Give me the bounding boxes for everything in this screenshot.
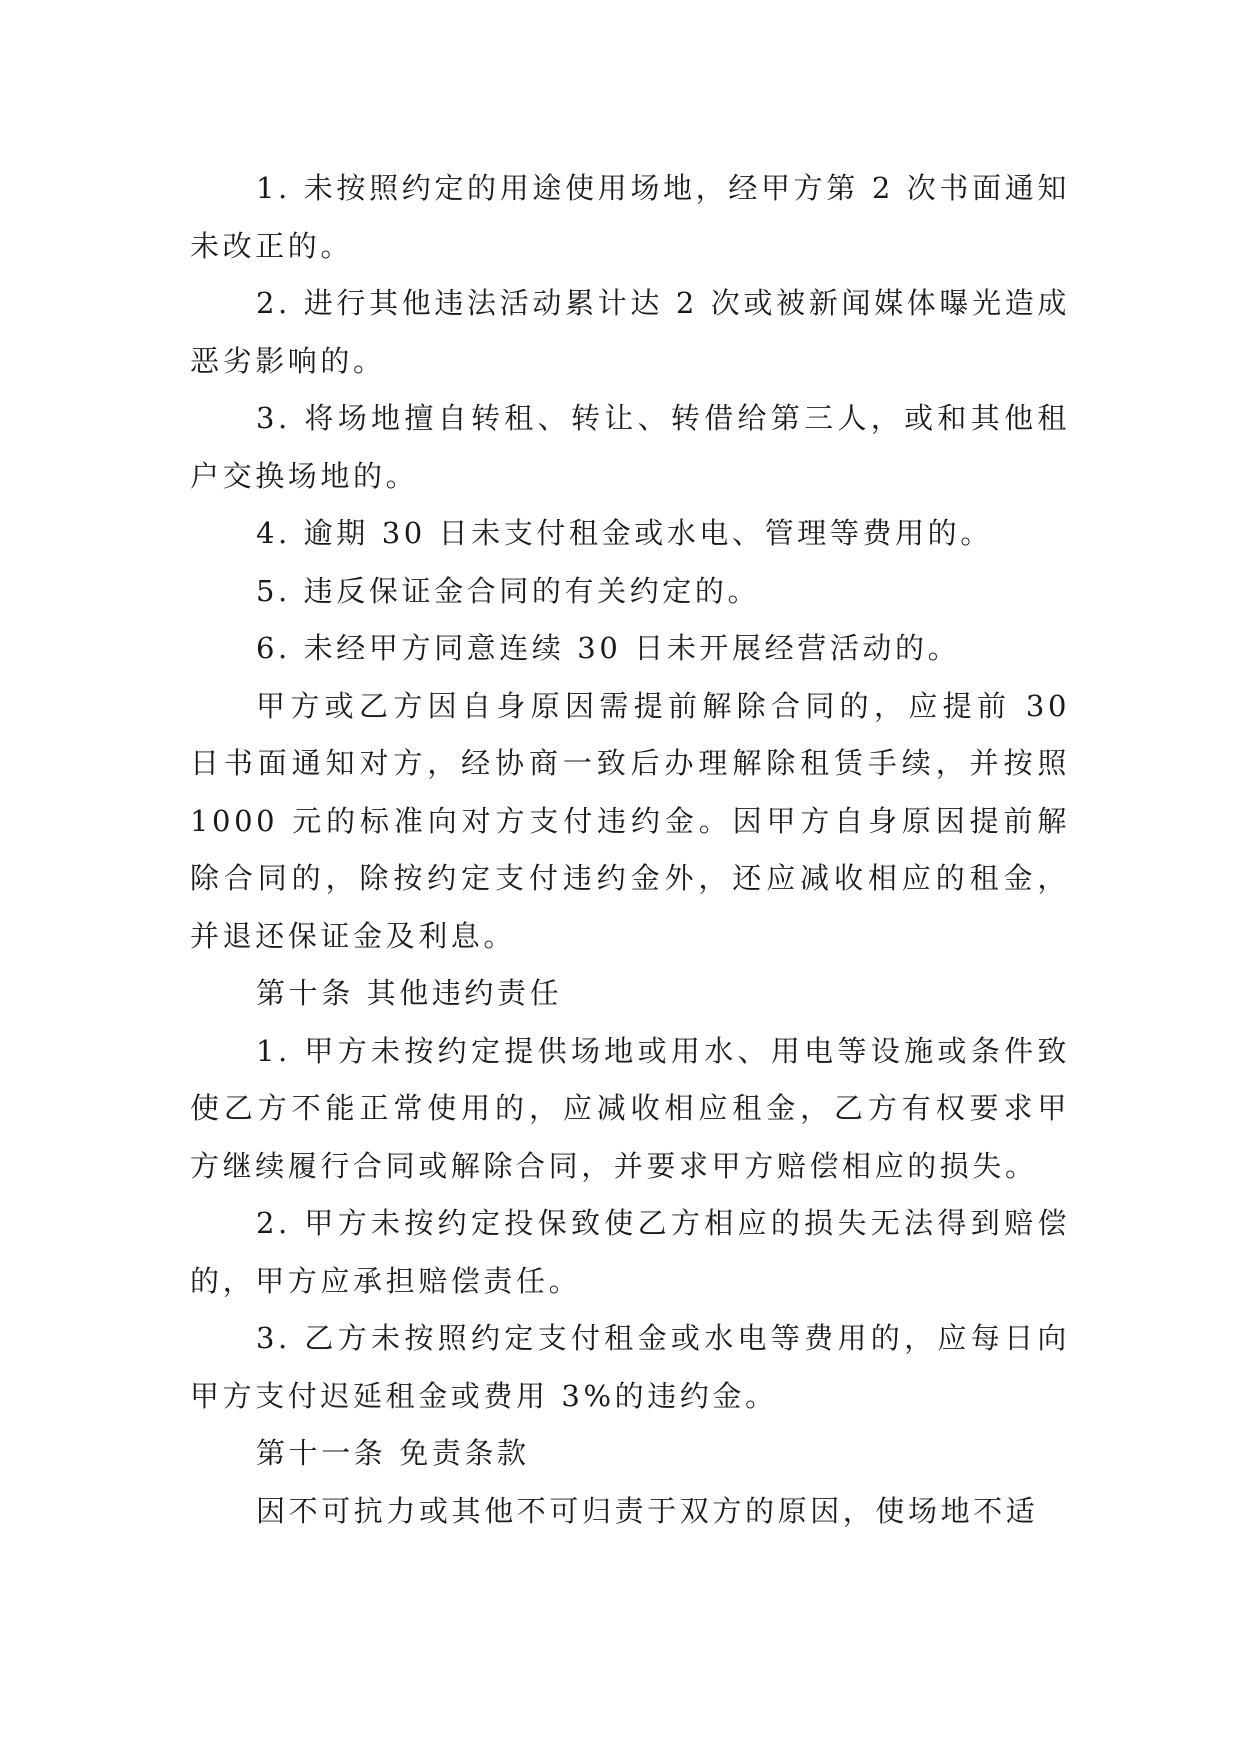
article-10-item-1: 1. 甲方未按约定提供场地或用水、用电等设施或条件致使乙方不能正常使用的，应减收相应租金，乙方有权要求甲方继续履行合同或解除合同，并要求甲方赔偿相应的损失。 [190, 1033, 1070, 1183]
article-11-text: 因不可抗力或其他不可归责于双方的原因，使场地不适 [256, 1493, 1039, 1528]
clause-item-2: 2. 进行其他违法活动累计达 2 次或被新闻媒体曝光造成恶劣影响的。 [190, 286, 1070, 378]
clause-item-6: 6. 未经甲方同意连续 30 日未开展经营活动的。 [256, 631, 961, 665]
clause-item-4: 4. 逾期 30 日未支付租金或水电、管理等费用的。 [256, 516, 993, 550]
article-10-heading: 第十条 其他违约责任 [256, 976, 563, 1010]
article-10-item-3: 3. 乙方未按照约定支付租金或水电等费用的，应每日向甲方支付迟延租金或费用 3%的违约金。 [190, 1321, 1070, 1413]
article-11-heading: 第十一条 免责条款 [256, 1436, 530, 1470]
clause-item-1: 1. 未按照约定的用途使用场地，经甲方第 2 次书面通知未改正的。 [190, 171, 1070, 263]
early-termination-paragraph: 甲方或乙方因自身原因需提前解除合同的，应提前 30 日书面通知对方，经协商一致后办理解除租赁手续，并按照 1000 元的标准向对方支付违约金。因甲方自身原因提前解除合同的，除按约定支付违约金外，还应减收相应的租金，并退还保证金及利息。 [190, 688, 1070, 953]
article-10-item-2: 2. 甲方未按约定投保致使乙方相应的损失无法得到赔偿的，甲方应承担赔偿责任。 [190, 1206, 1070, 1298]
clause-item-3: 3. 将场地擅自转租、转让、转借给第三人，或和其他租户交换场地的。 [190, 401, 1070, 493]
document-page [190, 160, 1070, 1540]
clause-item-5: 5. 违反保证金合同的有关约定的。 [256, 573, 761, 608]
